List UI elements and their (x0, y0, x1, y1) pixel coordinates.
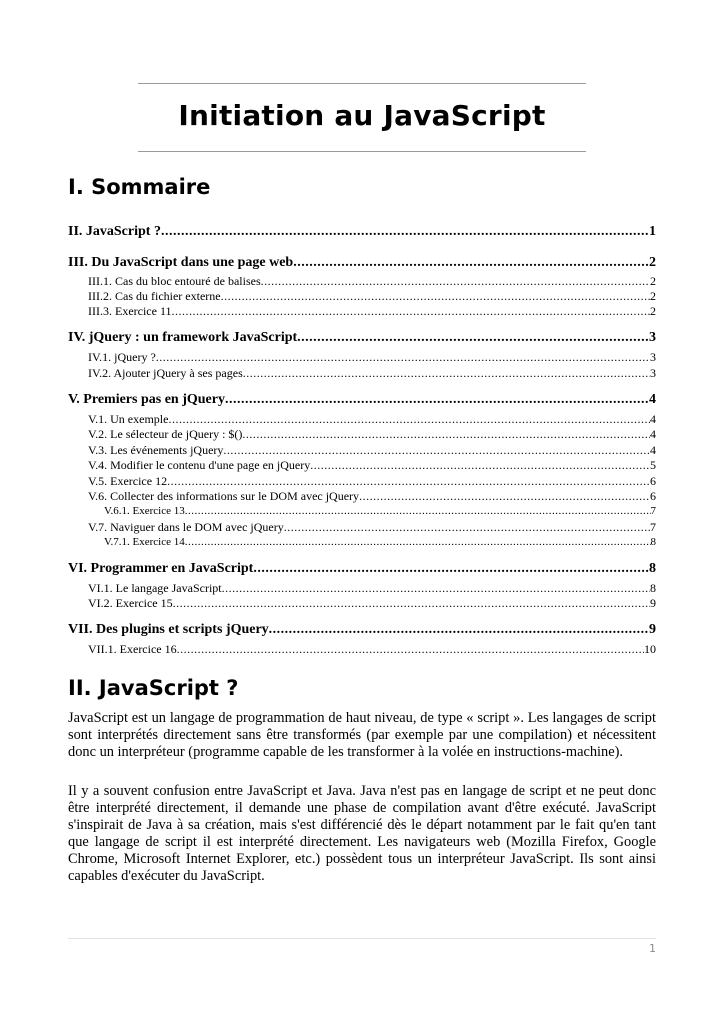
toc-leader-dots (261, 274, 650, 289)
toc-entry[interactable] (88, 443, 656, 458)
toc-entry-page: 4 (649, 392, 656, 407)
toc-entry-page: 9 (649, 622, 656, 637)
toc-entry-label: VI.2. Exercice 15 (88, 596, 173, 610)
toc-leader-dots (225, 392, 649, 408)
toc-entry[interactable] (88, 642, 656, 657)
document-title: Initiation au JavaScript (178, 99, 546, 132)
toc-entry[interactable] (88, 489, 656, 504)
paragraph: JavaScript est un langage de programmation de haut niveau, de type « script ». Les langages de script sont interprétés directement sans être transformés (par exemple par une compilation) et nécessitent donc un interpréteur (programme capable de les transformer à la volée en instructions-machine). (68, 710, 656, 760)
toc-entry-label: V.6.1. Exercice 13 (104, 505, 185, 517)
toc-entry-label: V.5. Exercice 12 (88, 474, 168, 488)
toc-entry-page: 2 (649, 255, 656, 270)
toc-entry[interactable] (68, 561, 656, 579)
toc-entry[interactable] (68, 255, 656, 273)
toc-entry[interactable] (88, 350, 656, 365)
toc-entry-label: IV.1. jQuery ? (88, 350, 156, 364)
toc-entry-page: 4 (650, 427, 656, 441)
toc-entry-page: 3 (649, 330, 656, 345)
toc-entry-page: 1 (649, 224, 656, 239)
toc-leader-dots (223, 443, 650, 458)
toc-leader-dots (297, 330, 649, 346)
toc-leader-dots (222, 581, 650, 596)
toc-entry[interactable] (88, 412, 656, 427)
toc-leader-dots (156, 350, 650, 365)
footer-rule (68, 938, 656, 939)
toc-leader-dots (269, 622, 649, 638)
paragraph: Il y a souvent confusion entre JavaScript et Java. Java n'est pas en langage de script et ne peut donc être interprété directement, il demande une phase de compilation avant d'être exécuté. JavaScript s'inspirait de Java à sa création, mais s'est différencié dès le départ notamment par le fait qu'en tant que langage de script il est interprété directement. Les navigateurs web (Mozilla Firefox, Google Chrome, Microsoft Internet Explorer, etc.) possèdent tous un interpréteur JavaScript. Ils sont ainsi capables d'exécuter du JavaScript. (68, 783, 656, 884)
page-number: 1 (649, 942, 656, 955)
toc-entry[interactable] (88, 427, 656, 442)
toc-leader-dots (185, 505, 651, 517)
toc-entry[interactable] (104, 505, 656, 519)
toc-entry-label: V. Premiers pas en jQuery (68, 392, 225, 407)
toc-leader-dots (284, 520, 650, 535)
toc-entry[interactable] (88, 581, 656, 596)
toc-leader-dots (242, 427, 650, 442)
toc-entry-label: VI. Programmer en JavaScript (68, 561, 254, 576)
toc-entry-page: 2 (650, 304, 656, 318)
toc-entry-label: IV.2. Ajouter jQuery à ses pages (88, 366, 243, 380)
toc-entry-label: III.2. Cas du fichier externe (88, 289, 221, 303)
toc-entry-label: III.1. Cas du bloc entouré de balises (88, 274, 261, 288)
toc-entry-label: V.6. Collecter des informations sur le DOM avec jQuery (88, 489, 360, 503)
toc-entry-page: 8 (650, 536, 656, 548)
toc-entry-label: V.2. Le sélecteur de jQuery : $() (88, 427, 243, 441)
toc-entry-page: 2 (650, 274, 656, 288)
toc-entry[interactable] (88, 458, 656, 473)
toc-entry[interactable] (88, 289, 656, 304)
toc-entry-page: 3 (650, 366, 656, 380)
toc-entry-page: 6 (650, 474, 656, 488)
toc-entry-label: VI.1. Le langage JavaScript (88, 581, 222, 595)
toc-leader-dots (173, 596, 650, 611)
toc-leader-dots (167, 474, 650, 489)
toc-entry-label: V.1. Un exemple (88, 412, 169, 426)
section-heading: II. JavaScript ? (68, 676, 239, 700)
toc-entry-page: 5 (650, 458, 656, 472)
toc-entry-label: V.4. Modifier le contenu d'une page en jQuery (88, 458, 311, 472)
toc-entry-page: 2 (650, 289, 656, 303)
toc-entry-label: IV. jQuery : un framework JavaScript (68, 330, 298, 345)
toc-leader-dots (359, 489, 650, 504)
toc-entry[interactable] (88, 366, 656, 381)
toc-entry-label: V.3. Les événements jQuery (88, 443, 224, 457)
toc-entry[interactable] (88, 274, 656, 289)
toc-entry[interactable] (88, 474, 656, 489)
toc-leader-dots (253, 561, 649, 577)
toc-entry[interactable] (104, 536, 656, 550)
toc-entry-label: V.7.1. Exercice 14 (104, 536, 185, 548)
toc-leader-dots (243, 366, 650, 381)
toc-leader-dots (172, 304, 650, 319)
toc-entry[interactable] (68, 392, 656, 410)
toc-leader-dots (185, 536, 651, 548)
toc-leader-dots (168, 412, 650, 427)
toc-entry-label: VII. Des plugins et scripts jQuery (68, 622, 269, 637)
toc-entry-page: 4 (650, 412, 656, 426)
toc-entry[interactable] (68, 224, 656, 242)
toc-leader-dots (177, 642, 644, 657)
toc-entry-page: 8 (649, 561, 656, 576)
toc-entry-page: 3 (650, 350, 656, 364)
toc-entry[interactable] (88, 596, 656, 611)
toc-entry[interactable] (68, 330, 656, 348)
toc-entry-label: VII.1. Exercice 16 (88, 642, 177, 656)
toc-entry-page: 4 (650, 443, 656, 457)
toc-entry-label: II. JavaScript ? (68, 224, 161, 239)
toc-entry-label: III.3. Exercice 11 (88, 304, 172, 318)
toc-leader-dots (221, 289, 650, 304)
toc-entry-page: 7 (650, 520, 656, 534)
toc-entry-label: V.7. Naviguer dans le DOM avec jQuery (88, 520, 284, 534)
toc-entry[interactable] (88, 304, 656, 319)
toc-leader-dots (161, 224, 649, 240)
title-top-rule (138, 83, 586, 84)
toc-entry-page: 9 (650, 596, 656, 610)
title-bottom-rule (138, 151, 586, 152)
toc-entry[interactable] (68, 622, 656, 640)
toc-entry-page: 8 (650, 581, 656, 595)
toc-entry[interactable] (88, 520, 656, 535)
toc-entry-page: 10 (644, 642, 656, 656)
sommaire-heading: I. Sommaire (68, 175, 211, 199)
toc-entry-label: III. Du JavaScript dans une page web (68, 255, 294, 270)
toc-entry-page: 6 (650, 489, 656, 503)
toc-entry-page: 7 (650, 505, 656, 517)
toc-leader-dots (293, 255, 649, 271)
toc-leader-dots (310, 458, 650, 473)
